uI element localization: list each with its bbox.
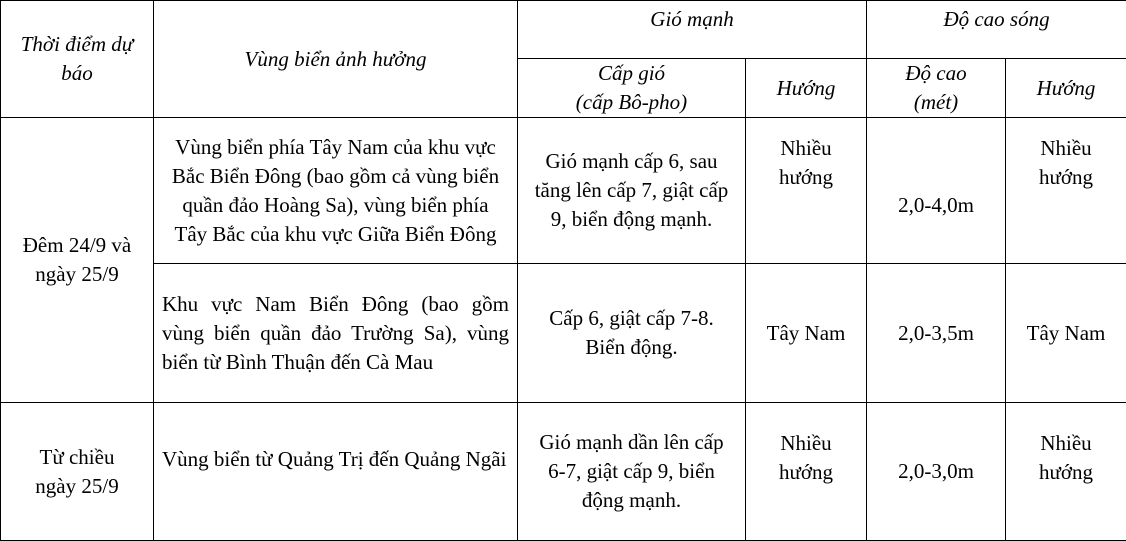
height-cell: 2,0-3,5m xyxy=(867,264,1006,403)
wind-level-cell: Cấp 6, giật cấp 7-8. Biển động. xyxy=(518,264,746,403)
table-row xyxy=(1,403,1126,541)
header-wind-level: Cấp gió (cấp Bô-pho) xyxy=(518,59,746,118)
wave-direction-cell: Tây Nam xyxy=(1006,264,1126,403)
header-wind-direction: Hướng xyxy=(746,59,867,118)
header-region: Vùng biển ảnh hưởng xyxy=(154,1,518,118)
region-cell: Vùng biển từ Quảng Trị đến Quảng Ngãi xyxy=(154,403,518,541)
height-cell: 2,0-4,0m xyxy=(867,118,1006,264)
time-cell: Đêm 24/9 và ngày 25/9 xyxy=(1,118,154,403)
wind-direction-cell: Nhiều hướng xyxy=(746,118,867,264)
table-row xyxy=(1,264,1126,403)
wave-direction-cell: Nhiều hướng xyxy=(1006,118,1126,264)
header-wave-direction: Hướng xyxy=(1006,59,1126,118)
wind-direction-cell: Nhiều hướng xyxy=(746,403,867,541)
region-cell: Vùng biển phía Tây Nam của khu vực Bắc Biển Đông (bao gồm cả vùng biển quần đảo Hoàng Sa), vùng biển phía Tây Bắc của khu vực Giữa Biển Đông xyxy=(154,118,518,264)
wind-level-cell: Gió mạnh dần lên cấp 6-7, giật cấp 9, biển động mạnh. xyxy=(518,403,746,541)
header-time: Thời điểm dự báo xyxy=(1,1,154,118)
region-cell: Khu vực Nam Biển Đông (bao gồm vùng biển quần đảo Trường Sa), vùng biển từ Bình Thuận đến Cà Mau xyxy=(154,264,518,403)
header-row-1 xyxy=(1,1,1126,59)
wind-level-cell: Gió mạnh cấp 6, sau tăng lên cấp 7, giật cấp 9, biển động mạnh. xyxy=(518,118,746,264)
header-height: Độ cao (mét) xyxy=(867,59,1006,118)
wave-direction-cell: Nhiều hướng xyxy=(1006,403,1126,541)
wind-direction-cell: Tây Nam xyxy=(746,264,867,403)
header-wave-height: Độ cao sóng xyxy=(867,1,1126,59)
height-cell: 2,0-3,0m xyxy=(867,403,1006,541)
time-cell: Từ chiều ngày 25/9 xyxy=(1,403,154,541)
header-strong-wind: Gió mạnh xyxy=(518,1,867,59)
table-row xyxy=(1,118,1126,264)
